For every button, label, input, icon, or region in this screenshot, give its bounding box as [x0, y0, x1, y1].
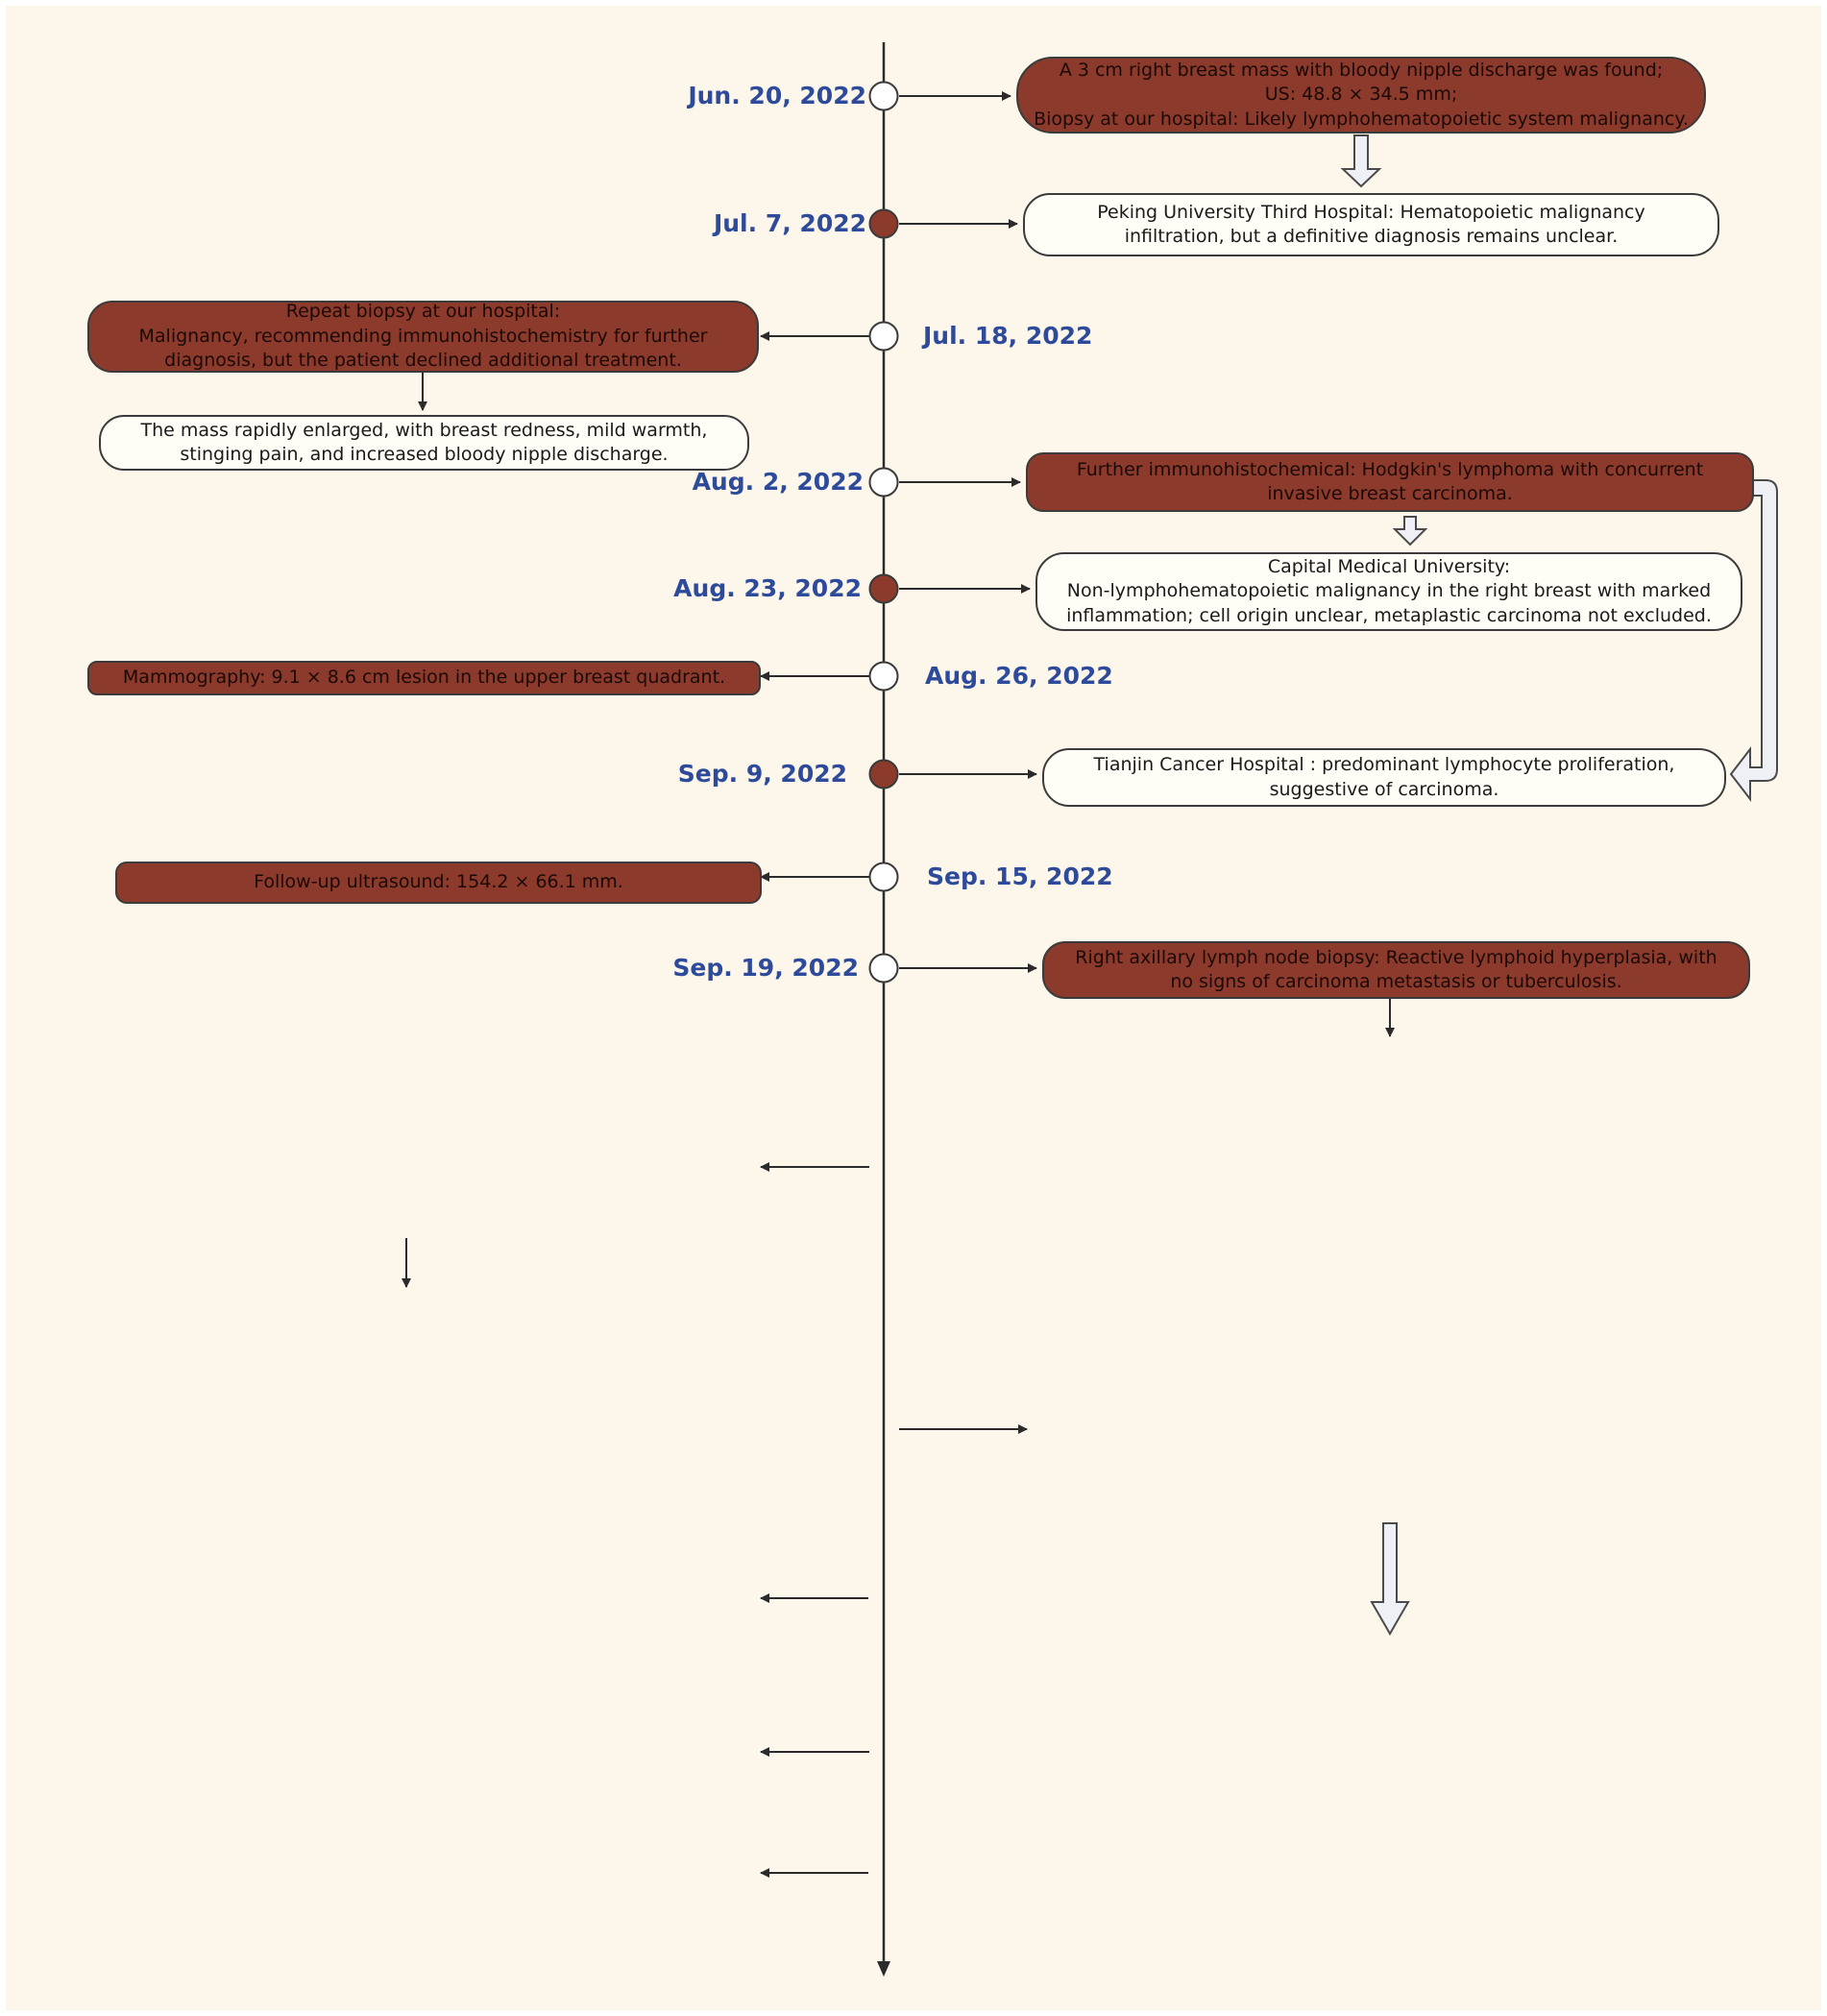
- date-label-aug-23-2022: Aug. 23, 2022: [673, 574, 862, 602]
- event-box-aug-2-2022-1: Further immunohistochemical: Hodgkin's lymphoma with concurrent invasive breast carcinoma.: [1026, 452, 1754, 512]
- marker-open-jun-20-2022: [870, 83, 898, 110]
- marker-open-aug-2-2022: [870, 469, 898, 497]
- event-box-aug-26-2022-1: Mammography: 9.1 × 8.6 cm lesion in the upper breast quadrant.: [87, 661, 761, 695]
- event-box-jun-20-2022-1: A 3 cm right breast mass with bloody nipple discharge was found; US: 48.8 × 34.5 mm; Biopsy at our hospital: Likely lymphohematopoietic system malignancy.: [1016, 57, 1706, 134]
- marker-filled-aug-23-2022: [870, 575, 898, 603]
- date-label-aug-2-2022: Aug. 2, 2022: [692, 468, 864, 496]
- timeline-axis-arrowhead: [877, 1961, 890, 1977]
- block-arrow-jun20-to-jul7: [1343, 135, 1379, 186]
- bracket-arrow-aug2-to-sep9: [1731, 480, 1777, 799]
- date-label-jul-18-2022: Jul. 18, 2022: [923, 322, 1093, 350]
- marker-filled-jul-7-2022: [870, 210, 898, 238]
- event-box-aug-23-2022-1: Capital Medical University: Non-lymphohematopoietic malignancy in the right breast with marked inflammation; cell origin unclear, metaplastic carcinoma not excluded.: [1035, 552, 1742, 631]
- event-box-sep-15-2022-1: Follow-up ultrasound: 154.2 × 66.1 mm.: [115, 862, 762, 904]
- date-label-jul-7-2022: Jul. 7, 2022: [713, 209, 866, 237]
- event-box-sep-19-2022-1: Right axillary lymph node biopsy: Reactive lymphoid hyperplasia, with no signs of carcinoma metastasis or tuberculosis.: [1042, 941, 1750, 999]
- timeline-diagram: [6, 6, 1821, 2010]
- block-arrow-oct13-to-fudan: [1372, 1523, 1408, 1634]
- date-label-sep-15-2022: Sep. 15, 2022: [927, 862, 1113, 890]
- date-label-sep-9-2022: Sep. 9, 2022: [677, 760, 847, 788]
- date-label-sep-19-2022: Sep. 19, 2022: [672, 954, 859, 982]
- marker-open-sep-19-2022: [870, 955, 898, 983]
- event-box-sep-9-2022-1: Tianjin Cancer Hospital : predominant lymphocyte proliferation, suggestive of carcinoma.: [1042, 748, 1726, 807]
- marker-open-aug-26-2022: [870, 663, 898, 691]
- marker-filled-sep-9-2022: [870, 761, 898, 789]
- event-box-jul-18-2022-1: Repeat biopsy at our hospital: Malignancy, recommending immunohistochemistry for further diagnosis, but the patient declined additional treatment.: [87, 301, 759, 373]
- date-label-jun-20-2022: Jun. 20, 2022: [688, 82, 866, 109]
- marker-open-jul-18-2022: [870, 323, 898, 351]
- block-arrows: [1343, 135, 1777, 1634]
- marker-open-sep-15-2022: [870, 863, 898, 891]
- date-label-aug-26-2022: Aug. 26, 2022: [925, 662, 1113, 690]
- event-box-jul-7-2022-1: Peking University Third Hospital: Hematopoietic malignancy infiltration, but a definitive diagnosis remains unclear.: [1023, 193, 1719, 256]
- block-arrow-aug2-to-aug23: [1395, 517, 1425, 545]
- event-box-jul-18-2022-2: The mass rapidly enlarged, with breast redness, mild warmth, stinging pain, and increased bloody nipple discharge.: [99, 415, 749, 471]
